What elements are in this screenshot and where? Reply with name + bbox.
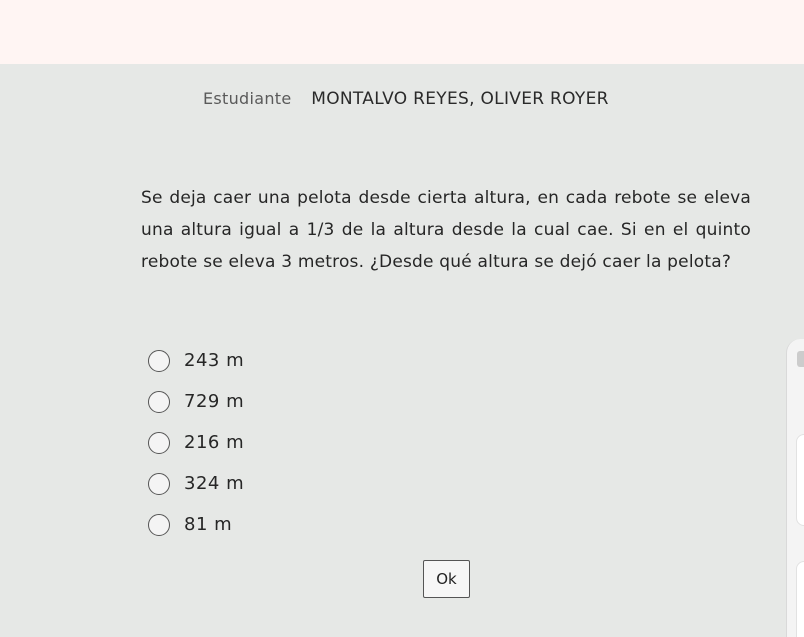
radio-button[interactable] bbox=[148, 350, 170, 372]
question-text: Se deja caer una pelota desde cierta altura, en cada rebote se eleva una altura igual a 1/3 de la altura desde la cual cae. Si en el quinto rebote se eleva 3 metros. ¿Desde qué altura se dejó caer la pelota? bbox=[141, 188, 751, 272]
option-label: 81 m bbox=[184, 514, 233, 535]
ok-button[interactable]: Ok bbox=[423, 560, 470, 598]
option-label: 324 m bbox=[184, 473, 245, 494]
answer-option-5[interactable] bbox=[148, 504, 244, 545]
student-name: MONTALVO REYES, OLIVER ROYER bbox=[311, 89, 609, 109]
student-label: Estudiante bbox=[203, 89, 292, 108]
option-label: 729 m bbox=[184, 391, 245, 412]
radio-button[interactable] bbox=[148, 473, 170, 495]
student-info bbox=[203, 89, 609, 109]
answer-options bbox=[148, 340, 244, 545]
radio-button[interactable] bbox=[148, 391, 170, 413]
option-label: 216 m bbox=[184, 432, 245, 453]
widget-card bbox=[796, 434, 804, 526]
answer-option-1[interactable] bbox=[148, 340, 244, 381]
radio-button[interactable] bbox=[148, 432, 170, 454]
answer-option-2[interactable] bbox=[148, 381, 244, 422]
answer-option-4[interactable] bbox=[148, 463, 244, 504]
widget-card bbox=[796, 561, 804, 637]
exam-content bbox=[0, 64, 804, 637]
radio-button[interactable] bbox=[148, 514, 170, 536]
top-header-bar bbox=[0, 0, 804, 64]
answer-option-3[interactable] bbox=[148, 422, 244, 463]
side-panel-widget[interactable] bbox=[786, 339, 804, 637]
option-label: 243 m bbox=[184, 350, 245, 371]
widget-icon bbox=[797, 351, 804, 367]
